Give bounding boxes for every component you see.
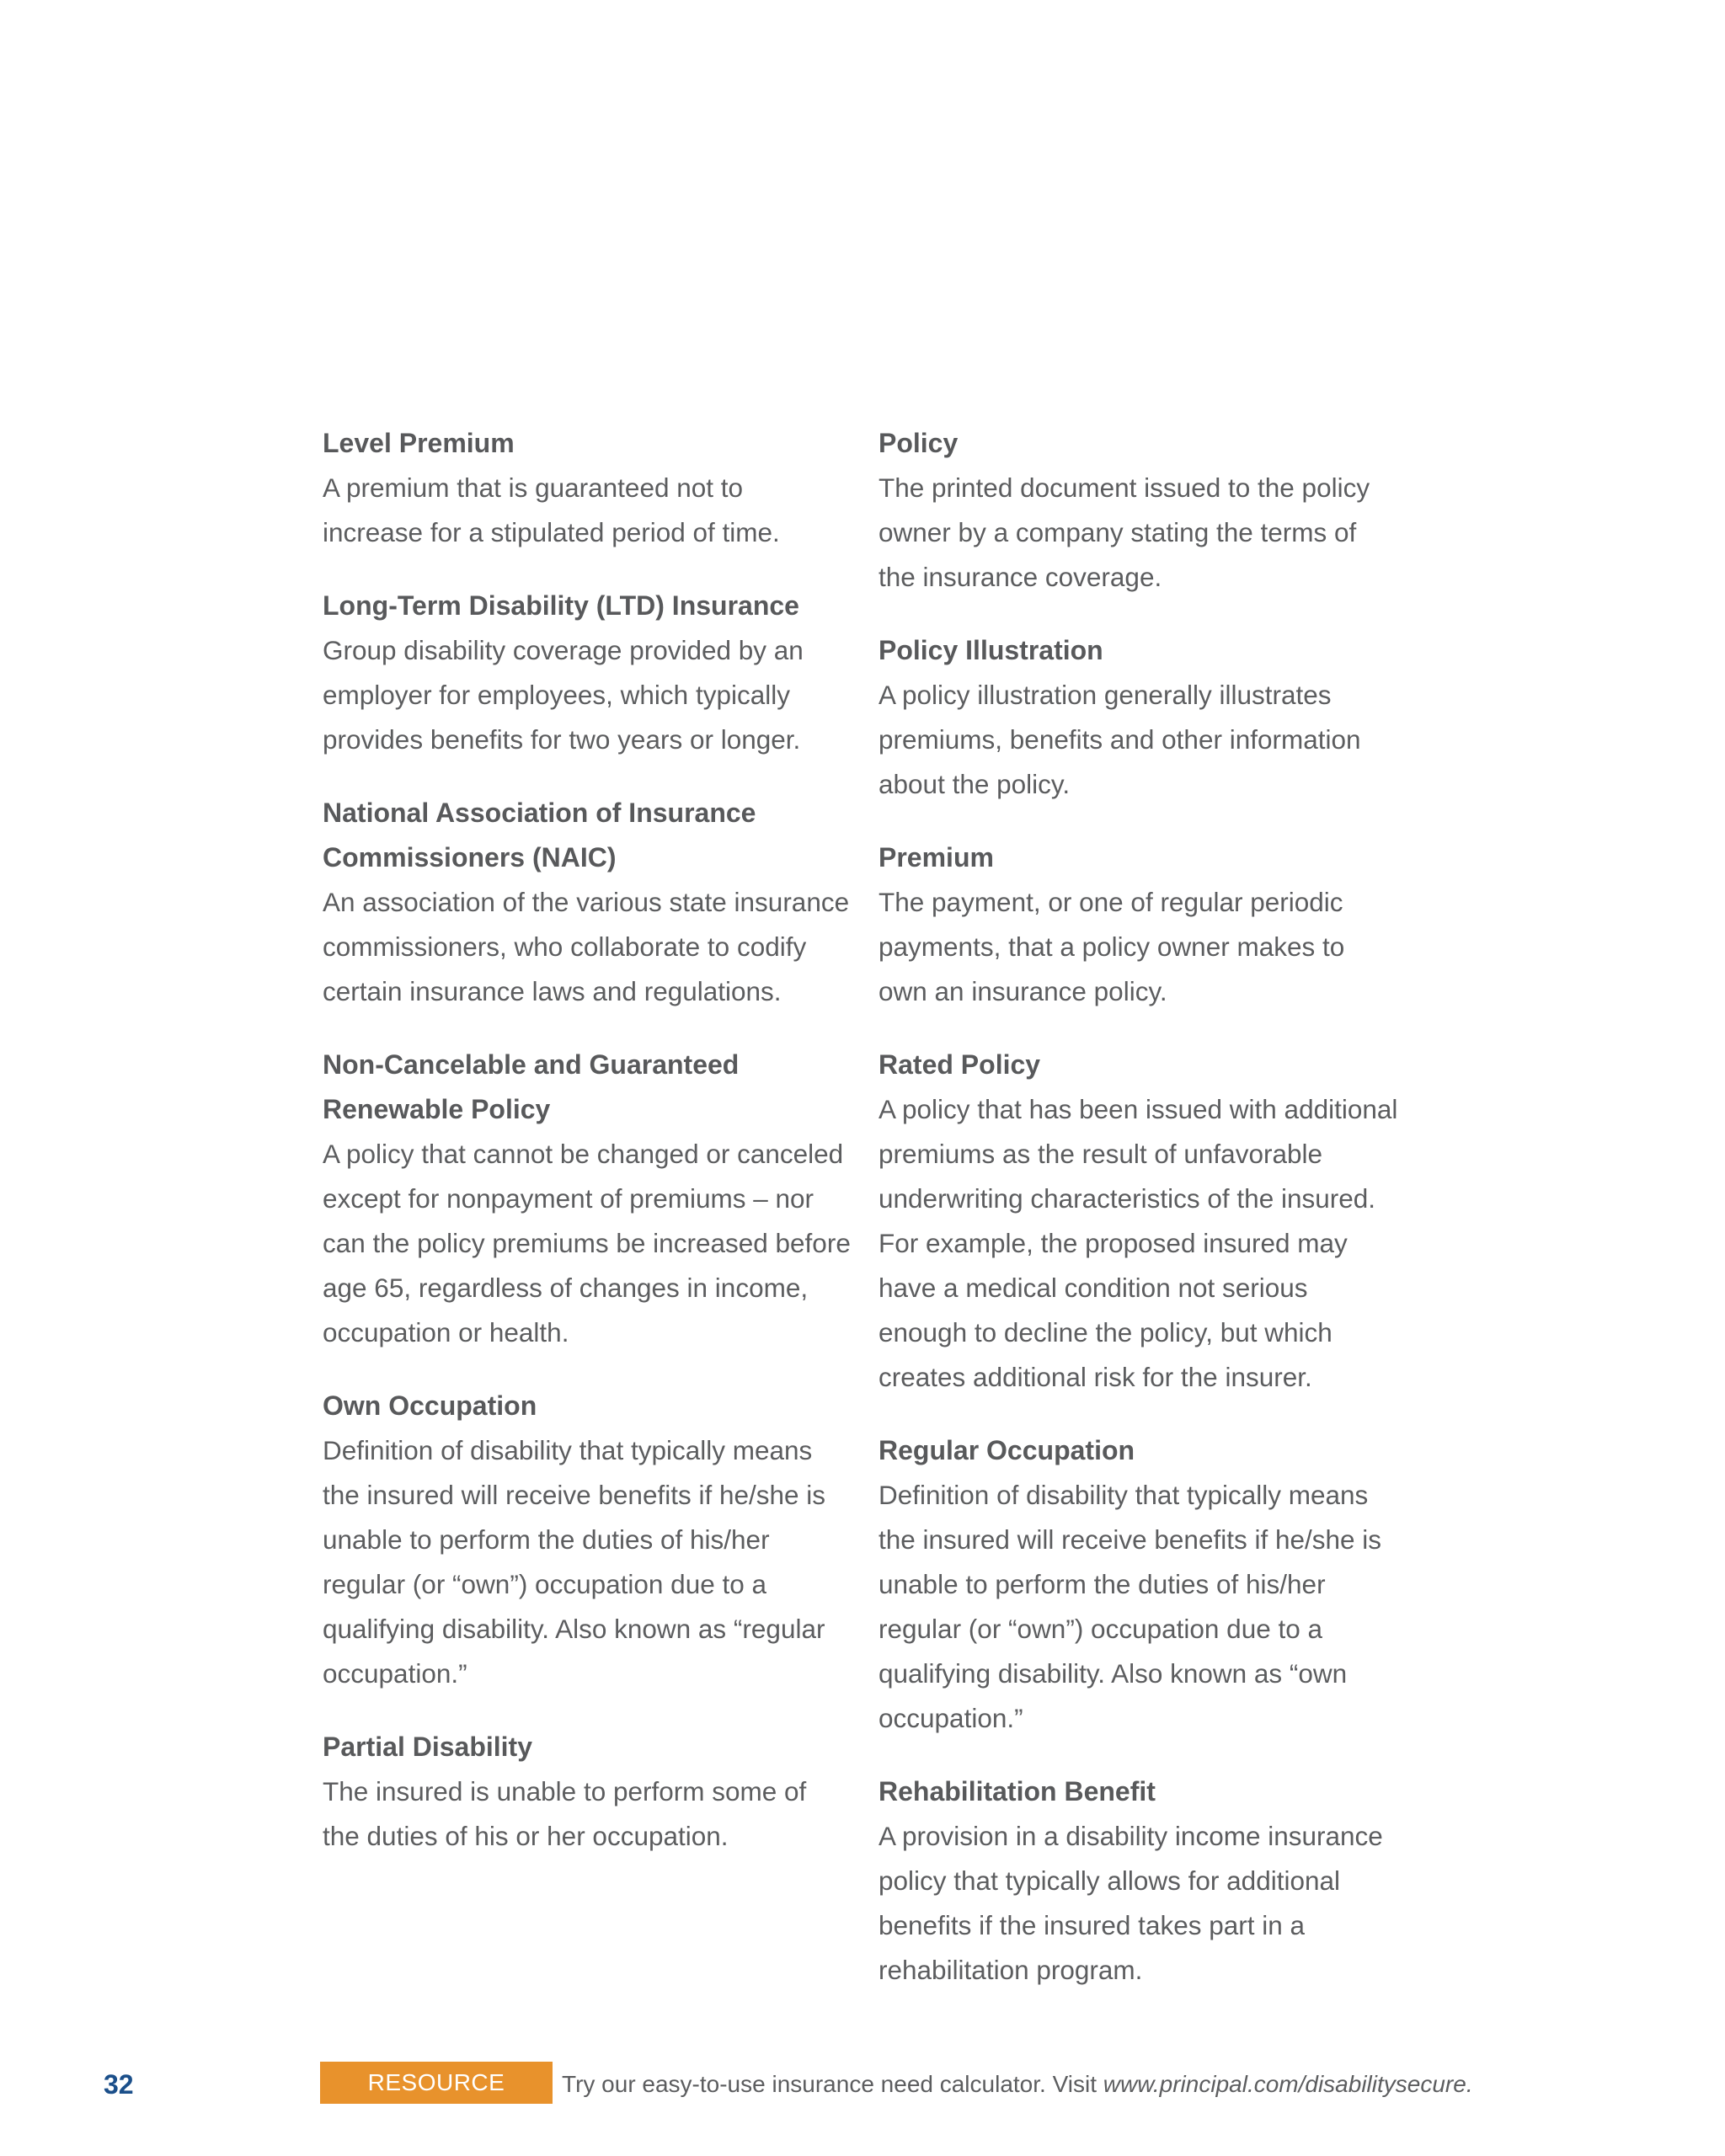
glossary-definition: A premium that is guaranteed not to increase for a stipulated period of time.: [323, 472, 780, 547]
glossary-entry-own-occupation: [323, 1384, 862, 1696]
glossary-entry-premium: [879, 835, 1418, 1014]
glossary-entry-non-cancelable: [323, 1043, 862, 1355]
glossary-entry-level-premium: [323, 421, 862, 555]
glossary-entry-policy-illustration: [879, 628, 1418, 807]
glossary-term: Own Occupation: [323, 1390, 537, 1421]
glossary-term: Policy Illustration: [879, 635, 1103, 665]
glossary-term: National Association of Insurance Commissioners (NAIC): [323, 798, 756, 873]
glossary-term: Long-Term Disability (LTD) Insurance: [323, 590, 799, 621]
glossary-definition: The printed document issued to the policy owner by a company stating the terms of the insurance coverage.: [879, 472, 1370, 592]
glossary-definition: The payment, or one of regular periodic payments, that a policy owner makes to own an insurance policy.: [879, 887, 1345, 1006]
glossary-entry-regular-occupation: [879, 1428, 1418, 1741]
glossary-entry-rated-policy: [879, 1043, 1418, 1400]
glossary-term: Policy: [879, 428, 959, 458]
resource-text: [562, 2062, 1473, 2107]
glossary-term: Level Premium: [323, 428, 515, 458]
page-footer: [0, 2062, 1725, 2107]
page-number: 32: [104, 2069, 134, 2100]
glossary-definition: A policy that cannot be changed or canceled except for nonpayment of premiums – nor can the policy premiums be increased before age 65, regardless of changes in income, occupation or health.: [323, 1139, 851, 1348]
glossary-definition: Group disability coverage provided by an employer for employees, which typically provides benefits for two years or longer.: [323, 635, 804, 755]
glossary-term: Rehabilitation Benefit: [879, 1776, 1156, 1806]
glossary-definition: A policy illustration generally illustrates premiums, benefits and other information about the policy.: [879, 680, 1361, 799]
glossary-term: Partial Disability: [323, 1732, 532, 1762]
resource-badge: RESOURCE: [320, 2062, 553, 2104]
glossary-definition: A policy that has been issued with additional premiums as the result of unfavorable underwriting characteristics of the insured. For example, the proposed insured may have a medical condition not serious enough to decline the policy, but which creates additional risk for the insurer.: [879, 1094, 1398, 1392]
glossary-entry-partial-disability: [323, 1725, 862, 1859]
resource-link[interactable]: www.principal.com/disabilitysecure.: [1103, 2071, 1473, 2097]
glossary-term: Premium: [879, 842, 994, 873]
glossary-term: Rated Policy: [879, 1049, 1041, 1080]
glossary-definition: Definition of disability that typically means the insured will receive benefits if he/she is unable to perform the duties of his/her regular (or “own”) occupation due to a qualifying disability. Also known as “own occupation.”: [879, 1480, 1382, 1733]
glossary-column-left: [323, 421, 862, 1887]
glossary-definition: Definition of disability that typically means the insured will receive benefits if he/she is unable to perform the duties of his/her regular (or “own”) occupation due to a qualifying disability. Also known as “regular occupation.”: [323, 1435, 826, 1689]
glossary-definition: The insured is unable to perform some of the duties of his or her occupation.: [323, 1776, 807, 1851]
glossary-entry-naic: [323, 791, 862, 1014]
glossary-entry-ltd-insurance: [323, 584, 862, 762]
glossary-entry-policy: [879, 421, 1418, 600]
glossary-column-right: [879, 421, 1418, 2021]
glossary-term: Regular Occupation: [879, 1435, 1135, 1465]
resource-text-prefix: Try our easy-to-use insurance need calculator. Visit: [562, 2071, 1103, 2097]
glossary-definition: A provision in a disability income insurance policy that typically allows for additional benefits if the insured takes part in a rehabilitation program.: [879, 1821, 1383, 1985]
glossary-definition: An association of the various state insurance commissioners, who collaborate to codify certain insurance laws and regulations.: [323, 887, 850, 1006]
glossary-term: Non-Cancelable and Guaranteed Renewable Policy: [323, 1049, 740, 1124]
glossary-entry-rehabilitation-benefit: [879, 1769, 1418, 1993]
